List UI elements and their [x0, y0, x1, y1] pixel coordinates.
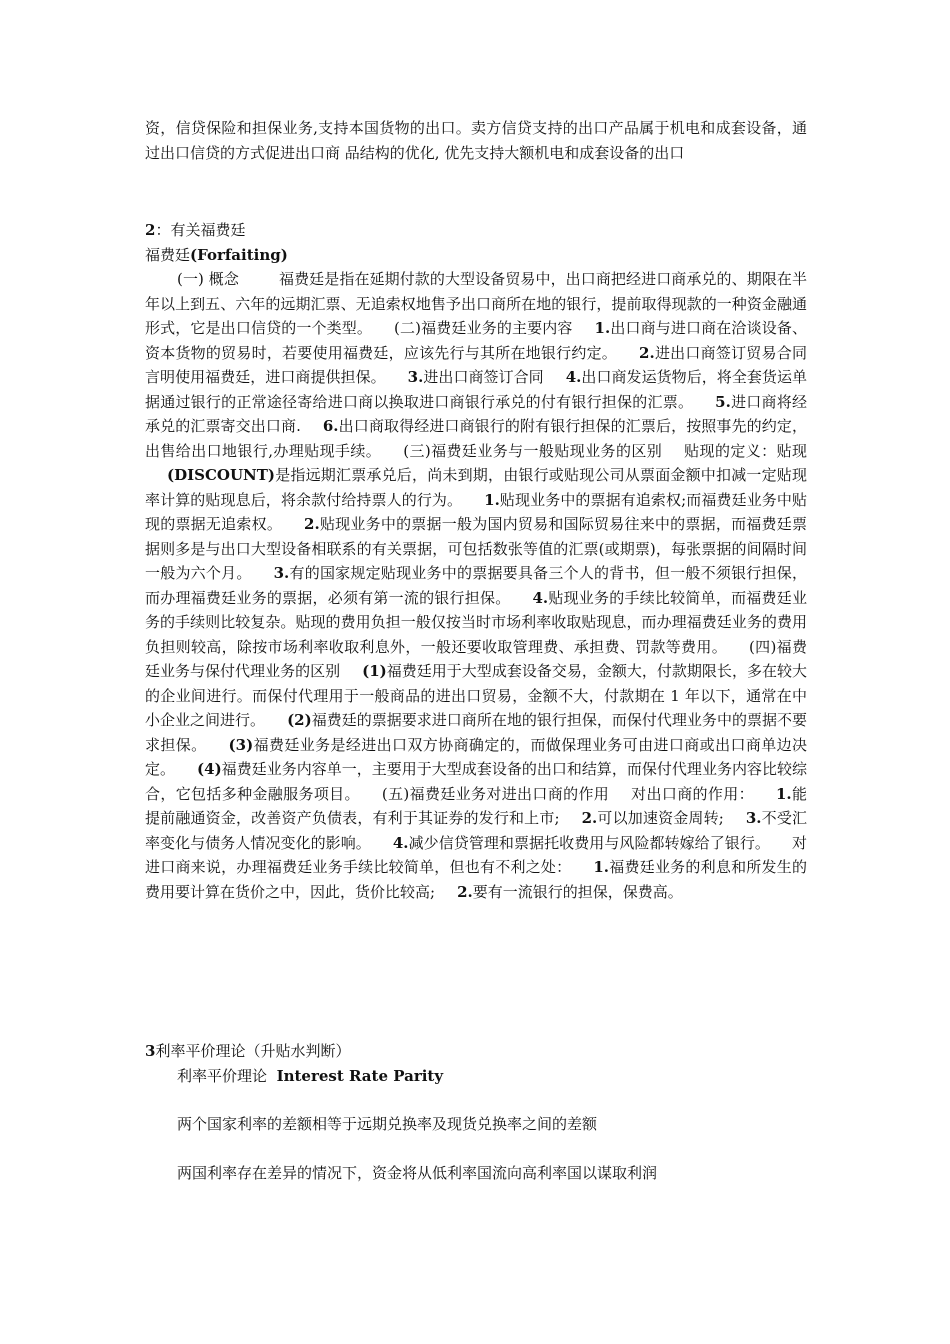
section-2-item-label: (三)福费廷业务与一般贴现业务的区别 [403, 441, 663, 460]
section-2-item-text: 能提前融通资金，改善资产负债表，有利于其证券的发行和上市; [145, 784, 807, 827]
section-2-item-label: 1. [593, 858, 610, 876]
section-2-item-text: 贴现业务中的票据一般为国内贸易和国际贸易往来中的票据，而福费廷票据则多是与出口大型设备相联系的有关票据，可包括数张等值的汇票(或期票)，每张票据的间隔时间一般为六个月。 [145, 515, 807, 582]
section-2-item-text: 福费廷业务内容单一，主要用于大型成套设备的出口和结算，而保付代理业务内容比较综合，它包括多种金融服务项目。 [145, 760, 807, 803]
intro-paragraph [145, 116, 807, 165]
section-2-item-text: 进口商将经承兑的汇票寄交出口商. [145, 392, 807, 435]
section-2-item-text: 福费廷是指在延期付款的大型设备贸易中，出口商把经进口商承兑的、期限在半年以上到五、六年的远期汇票、无追索权地售予出口商所在地的银行，提前取得现款的一种资金融通形式，它是出口信贷的一个类型。 [145, 270, 807, 337]
section-2-item-label: 对出口商的作用： [631, 784, 754, 803]
section-2-item-label: 对进口商来说，办理福费廷业务手续比较简单，但也有不利之处： [145, 833, 807, 876]
section-2-item-label: 1. [484, 490, 500, 509]
section-3-para-1: 两个国家利率的差额相等于远期兑换率及现货兑换率之间的差额 [177, 1115, 598, 1133]
section-2-item-label: (一) 概念 [177, 270, 239, 288]
section-2-item [408, 368, 544, 386]
section-2-item [382, 785, 609, 803]
section-2-item-label: (四)福费廷业务与保付代理业务的区别 [145, 637, 807, 680]
section-2-item-text: 福费廷的票据要求进口商所在地的银行担保，而保付代理业务中的票据不要求担保。 [145, 711, 807, 754]
section-3-para-2: 两国利率存在差异的情况下，资金将从低利率国流向高利率国以谋取利润 [177, 1163, 658, 1182]
section-2-item-label: (2) [287, 711, 312, 729]
section-2-item-label: 6. [322, 417, 339, 435]
section-2-body [145, 267, 807, 904]
section-2-item-text: 减少信贷管理和票据托收费用与风险都转嫁给了银行。 [408, 833, 770, 852]
section-2-item-label: 2. [457, 882, 473, 901]
section-2-item-label: 3. [745, 809, 762, 827]
section-2-item-label: (3) [228, 735, 254, 754]
section-2-item-text: 进出口商签订贸易合同言明使用福费廷，进口商提供担保。 [145, 343, 807, 386]
section-2-item-label: 1. [775, 784, 792, 803]
section-2-item [394, 319, 572, 337]
section-2-item [457, 883, 683, 901]
section-2-item-label: (DISCOUNT) [167, 466, 276, 484]
section-2-item-text: 进出口商签订合同 [423, 368, 544, 386]
section-2-heading-block [145, 218, 807, 267]
section-2-item-text: 福费廷业务是经进出口双方协商确定的，而做保理业务可由进口商或出口商单边决定。 [145, 735, 807, 778]
section-2-item-label: 1. [594, 319, 611, 337]
section-2-item-text: 福费廷用于大型成套设备交易，金额大，付款期限长，多在较大的企业间进行。而保付代理用于一般商品的进出口贸易，金额不大，付款期在 1 年以下，通常在中小企业之间进行。 [145, 662, 807, 729]
section-2-item-label: 4. [392, 833, 409, 852]
section-2-item [684, 442, 807, 460]
section-2-item [631, 785, 754, 803]
section-2-item-text: 有的国家规定贴现业务中的票据要具备三个人的背书，但一般不须银行担保，而办理福费廷业务的票据，必须有第一流的银行担保。 [145, 564, 807, 607]
section-2-item-text: 贴现业务的手续比较简单，而福费廷业务的手续则比较复杂。贴现的费用负担一般仅按当时市场利率收取贴现息，而办理福费廷业务的费用负担则较高，除按市场利率收取利息外，一般还要收取管理费、承担费、罚款等费用。 [145, 588, 807, 656]
section-2-item-label: (二)福费廷业务的主要内容 [394, 319, 573, 337]
section-3 [145, 1039, 807, 1185]
section-2-item-label: 4. [532, 588, 549, 607]
section-2-subtitle: 福费廷(Forfaiting) [145, 245, 288, 264]
section-3-subtitle: 利率平价理论 Interest Rate Parity [177, 1066, 444, 1085]
section-2-item-text: 出口商取得经进口商银行的附有银行担保的汇票后，按照事先的约定，出售给出口地银行,办理贴现手续。 [145, 417, 807, 460]
section-3-heading: 3利率平价理论（升贴水判断） [145, 1042, 351, 1060]
section-2-item-text: 是指远期汇票承兑后，尚未到期，由银行或贴现公司从票面金额中扣减一定贴现率计算的贴现息后，将余款付给持票人的行为。 [145, 466, 807, 509]
section-2-item-text: 福费廷业务的利息和所发生的费用要计算在货价之中，因此，货价比较高; [145, 858, 807, 901]
section-2-item [393, 834, 770, 852]
section-2-item-text: 不受汇率变化与债务人情况变化的影响。 [145, 809, 807, 852]
section-2-item-label: 5. [715, 392, 731, 411]
section-2-item-label: 2. [581, 809, 598, 827]
section-2-item-label: 2. [639, 343, 655, 362]
section-2-item-label: (五)福费廷业务对进出口商的作用 [381, 784, 610, 803]
section-2-item-text: 要有一流银行的担保，保费高。 [472, 882, 683, 901]
section-2-item-text: 贴现业务中的票据有追索权;而福费廷业务中贴现的票据无追索权。 [145, 490, 807, 533]
section-2-item-text: 可以加速资金周转; [597, 809, 724, 827]
section-2-item-label: 2. [304, 515, 320, 533]
section-2-item-label: 3. [407, 368, 424, 386]
section-2-item-label: (1) [362, 662, 387, 680]
section-2-item-label: 贴现的定义：贴现 [684, 441, 807, 460]
section-2-item-text: 出口商发运货物后，将全套货运单据通过银行的正常途径寄给进口商以换取进口商银行承兑的付有银行担保的汇票。 [145, 368, 807, 411]
section-2-item-label: (4) [197, 760, 222, 778]
intro-text: 资，信贷保险和担保业务,支持本国货物的出口。卖方信贷支持的出口产品属于机电和成套设备，通过出口信贷的方式促进出口商 品结构的优化, 优先支持大额机电和成套设备的出口 [145, 119, 807, 162]
section-2-heading: 2：有关福费廷 [145, 221, 246, 239]
section-2-item [582, 809, 724, 827]
section-2-item [403, 442, 662, 460]
section-2-item-text: 出口商与进口商在洽谈设备、资本货物的贸易时，若要使用福费廷，应该先行与其所在地银行约定。 [145, 319, 807, 362]
section-2-item-label: 3. [273, 564, 290, 582]
section-2-item-label: 4. [565, 368, 582, 386]
